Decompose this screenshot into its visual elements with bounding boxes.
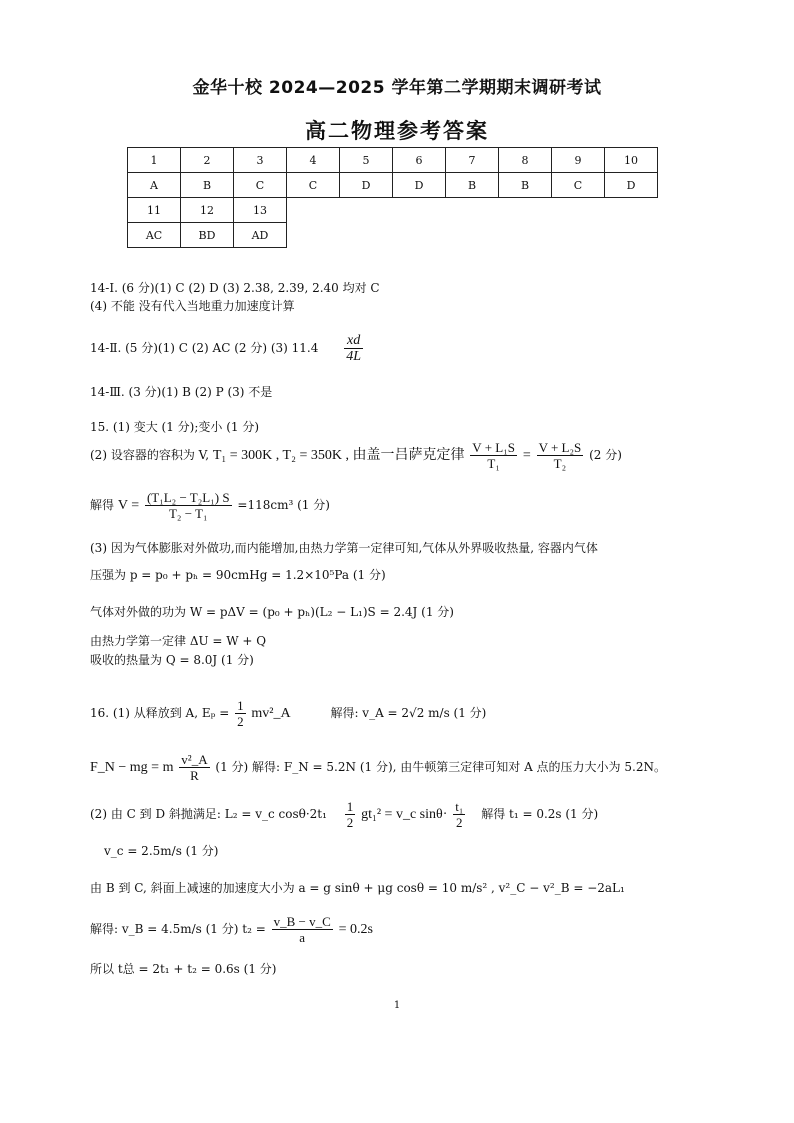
- fraction-numerator: (T₁L₂ − T₂L₁) S: [146, 490, 230, 505]
- fraction-numerator: 1: [346, 799, 354, 814]
- q16-fraction-4: [453, 799, 465, 830]
- q15-line7: 由热力学第一定律 ΔU = W + Q: [90, 634, 267, 648]
- q15-line3: 解得 V = $\frac{\text{(T₁L₂ − T₂L₁) S}}{\text{T₂ − T₁}}$ =118cm³ (1 分): [90, 490, 330, 521]
- answer-cell: D: [605, 173, 658, 198]
- q15-line2-score: (2 分): [589, 448, 622, 462]
- answer-cell: C: [552, 173, 605, 198]
- fraction-numerator: 1: [237, 698, 244, 713]
- question-number-cell: 13: [234, 198, 287, 223]
- fraction-numerator: xd: [344, 333, 363, 349]
- question-number-cell: 2: [181, 148, 234, 173]
- q14-2-fraction: [344, 333, 363, 364]
- q16-fraction-2: [179, 752, 209, 783]
- question-number-cell: 8: [499, 148, 552, 173]
- question-number-cell: 1: [128, 148, 181, 173]
- q16-line6-text-b: = 0.2s: [338, 922, 373, 937]
- answer-cell: C: [287, 173, 340, 198]
- answer-cell: D: [393, 173, 446, 198]
- q16-line2-text-a: F_N − mg = m: [90, 760, 174, 775]
- table-row: [128, 148, 658, 173]
- fraction-numerator: V + L₁S: [472, 440, 515, 455]
- question-number-cell: 12: [181, 198, 234, 223]
- q16-line6: [90, 914, 373, 945]
- q16-line4: v_c = 2.5m/s (1 分): [104, 844, 219, 858]
- q15-fraction-3: [145, 490, 232, 521]
- q14-2-line: [90, 333, 365, 364]
- q15-line4: (3) 因为气体膨胀对外做功,而内能增加,由热力学第一定律可知,气体从外界吸收热量, 容器内气体: [90, 541, 598, 555]
- question-number-cell: 3: [234, 148, 287, 173]
- equals-sign: =: [522, 448, 531, 463]
- q16-line1-text-a: 16. (1) 从释放到 A, Eₚ =: [90, 706, 230, 720]
- question-number-cell: 9: [552, 148, 605, 173]
- q14-3-line: 14-Ⅲ. (3 分)(1) B (2) P (3) 不是: [90, 385, 273, 399]
- q15-line1: 15. (1) 变大 (1 分);变小 (1 分): [90, 420, 260, 434]
- q16-line3-text-a: (2) 由 C 到 D 斜抛满足: L₂ = v_c cosθ·2t₁: [90, 807, 327, 821]
- answer-cell: C: [234, 173, 287, 198]
- q14-1-line2: (4) 不能 没有代入当地重力加速度计算: [90, 299, 295, 313]
- fraction-denominator: 2: [456, 815, 463, 830]
- table-row: [128, 198, 658, 223]
- q15-line6: 气体对外做的功为 W = pΔV = (p₀ + pₕ)(L₂ − L₁)S = 2.4J (1 分): [90, 605, 454, 619]
- fraction-denominator: T₂: [553, 456, 567, 471]
- fraction-denominator: 2: [237, 714, 244, 729]
- table-row: [128, 223, 658, 248]
- empty-cell: [287, 223, 658, 248]
- q15-line2-text-a: (2) 设容器的容积为 V,: [90, 448, 210, 462]
- fraction-denominator: a: [299, 930, 306, 945]
- page-number: 1: [393, 1000, 401, 1011]
- q15-line3-text-b: =118cm³ (1 分): [237, 498, 330, 512]
- answer-cell: D: [340, 173, 393, 198]
- empty-cell: [287, 198, 658, 223]
- q16-line3-text-b: gt₁² = v_c sinθ·: [361, 807, 448, 822]
- q16-line7: 所以 t总 = 2t₁ + t₂ = 0.6s (1 分): [90, 962, 277, 976]
- q14-1-line1: 14-Ⅰ. (6 分)(1) C (2) D (3) 2.38, 2.39, 2.40 均对 C: [90, 281, 380, 295]
- q16-fraction-3: [345, 799, 356, 830]
- q16-line3-text-c: 解得 t₁ = 0.2s (1 分): [481, 807, 599, 821]
- answer-cell: B: [446, 173, 499, 198]
- fraction-numerator: V + L₂S: [538, 440, 582, 455]
- question-number-cell: 6: [393, 148, 446, 173]
- q16-line1-text-b: mv²_A: [251, 706, 291, 721]
- q15-line2-text-b: T₁ = 300K , T₂ = 350K , 由盖一吕萨克定律: [212, 448, 465, 463]
- fraction-numerator: v_B − v_C: [273, 914, 331, 929]
- q16-line5: 由 B 到 C, 斜面上减速的加速度大小为 a = g sinθ + μg cosθ = 10 m/s² , v²_C − v²_B = −2aL₁: [90, 881, 625, 895]
- question-number-cell: 7: [446, 148, 499, 173]
- fraction-denominator: 2: [346, 815, 354, 830]
- table-row: [128, 173, 658, 198]
- q16-line2-text-b: (1 分) 解得: F_N = 5.2N (1 分), 由牛顿第三定律可知对 A 点的压力大小为 5.2N。: [215, 760, 666, 774]
- answer-cell: A: [128, 173, 181, 198]
- question-number-cell: 10: [605, 148, 658, 173]
- q15-fraction-1: [470, 440, 517, 471]
- q16-line2: [90, 752, 666, 783]
- fraction-denominator: R: [190, 768, 199, 783]
- q15-line2: [90, 440, 622, 471]
- q15-line8: 吸收的热量为 Q = 8.0J (1 分): [90, 653, 254, 667]
- question-number-cell: 4: [287, 148, 340, 173]
- q14-2-text: 14-Ⅱ. (5 分)(1) C (2) AC (2 分) (3) 11.4: [90, 341, 319, 355]
- exam-title: 金华十校 2024—2025 学年第二学期期末调研考试: [192, 78, 602, 98]
- answer-cell: BD: [181, 223, 234, 248]
- answer-cell: AC: [128, 223, 181, 248]
- fraction-numerator: v²_A: [181, 752, 208, 767]
- q15-line5: 压强为 p = p₀ + pₕ = 90cmHg = 1.2×10⁵Pa (1 分): [90, 568, 386, 582]
- question-number-cell: 11: [128, 198, 181, 223]
- q16-fraction-1: [235, 698, 246, 729]
- fraction-denominator: T₂ − T₁: [168, 506, 208, 521]
- answer-cell: B: [499, 173, 552, 198]
- answer-cell: B: [181, 173, 234, 198]
- q15-fraction-2: [537, 440, 584, 471]
- fraction-denominator: T₁: [487, 456, 500, 471]
- q16-line3: [90, 799, 598, 830]
- q16-line6-text-a: 解得: v_B = 4.5m/s (1 分) t₂ =: [90, 922, 266, 936]
- question-number-cell: 5: [340, 148, 393, 173]
- answer-cell: AD: [234, 223, 287, 248]
- q16-fraction-5: [272, 914, 333, 945]
- q16-line1: [90, 698, 486, 729]
- answer-key-title: 高二物理参考答案: [305, 119, 489, 143]
- answer-table: [127, 147, 658, 248]
- q16-line1-text-c: 解得: v_A = 2√2 m/s (1 分): [330, 706, 487, 720]
- fraction-numerator: t₁: [455, 799, 464, 814]
- fraction-denominator: 4L: [346, 349, 361, 364]
- q15-line3-text-a: 解得: [90, 498, 115, 512]
